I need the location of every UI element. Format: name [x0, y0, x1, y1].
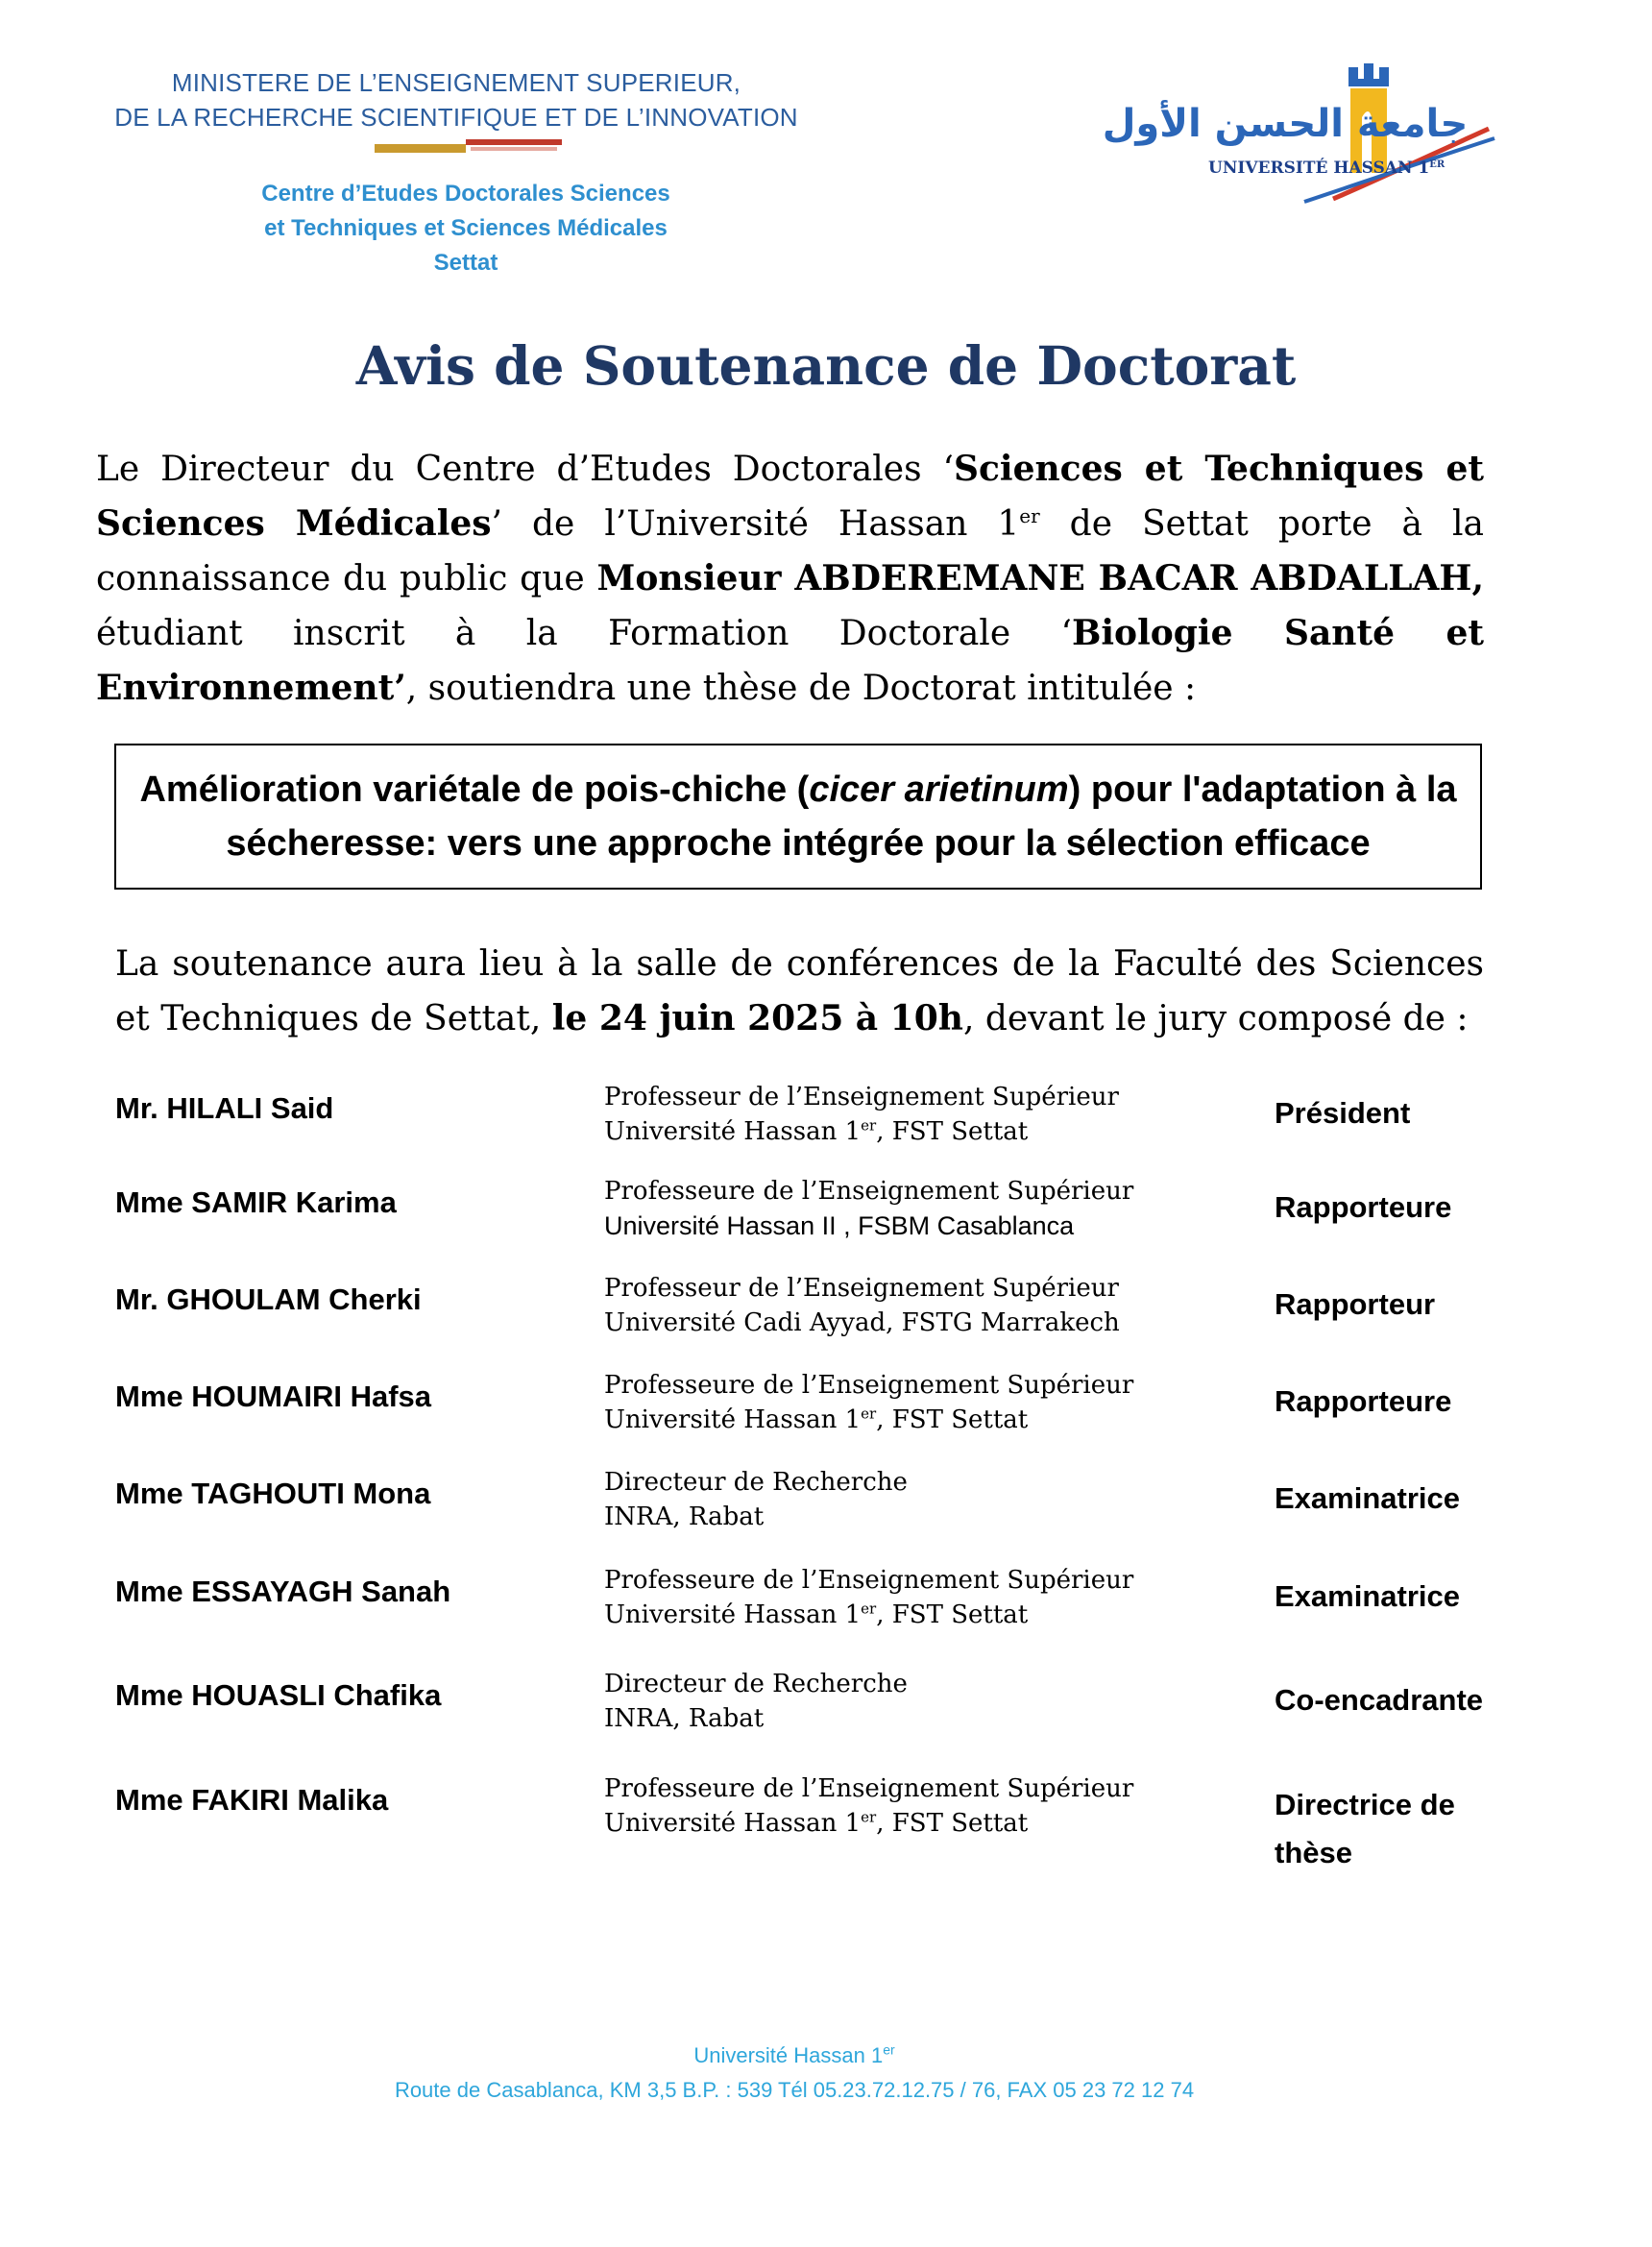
jury-member-affiliation: Professeure de l’Enseignement Supérieur Université Hassan 1er, FST Settat — [604, 1566, 1134, 1629]
flag-bar-decoration — [375, 138, 567, 154]
document-title: Avis de Soutenance de Doctorat — [355, 334, 1297, 397]
jury-member-affiliation: Professeure de l’Enseignement Supérieur Université Hassan 1er, FST Settat — [604, 1371, 1134, 1434]
jury-member-affiliation: Professeure de l’Enseignement Supérieur Université Hassan 1er, FST Settat — [604, 1774, 1134, 1838]
ministry-line-2: DE LA RECHERCHE SCIENTIFIQUE ET DE L’INNOVATION — [114, 103, 798, 132]
jury-member-name: Mme SAMIR Karima — [115, 1185, 397, 1219]
jury-member-role: Rapporteure — [1275, 1384, 1452, 1418]
jury-member-name: Mme TAGHOUTI Mona — [115, 1477, 431, 1510]
thesis-title: Amélioration variétale de pois-chiche (cicer arietinum) pour l'adaptation à la sécheresse: vers une approche intégrée pour la sélection efficace — [139, 769, 1457, 864]
jury-member-role: Examinatrice — [1275, 1579, 1460, 1613]
ministry-line-1: MINISTERE DE L’ENSEIGNEMENT SUPERIEUR, — [171, 68, 741, 97]
footer-university: Université Hassan 1er — [693, 2041, 895, 2067]
doctoral-centre-name — [211, 177, 720, 281]
jury-member-role: Rapporteure — [1275, 1190, 1452, 1224]
centre-line-3: Settat — [433, 250, 498, 276]
jury-member-affiliation: Directeur de Recherche INRA, Rabat — [604, 1468, 908, 1531]
jury-member-name: Mr. GHOULAM Cherki — [115, 1282, 422, 1316]
jury-member-role: Rapporteur — [1275, 1287, 1436, 1321]
jury-member-role: Examinatrice — [1275, 1481, 1460, 1515]
jury-member-role: Directrice de thèse — [1275, 1788, 1455, 1869]
footer-contact: Route de Casablanca, KM 3,5 B.P. : 539 Tél 05.23.72.12.75 / 76, FAX 05 23 72 12 74 — [394, 2078, 1195, 2102]
jury-member-affiliation: Directeur de Recherche INRA, Rabat — [604, 1670, 908, 1733]
footer-address — [0, 2039, 1589, 2108]
intro-paragraph: Le Directeur du Centre d’Etudes Doctorales ‘Sciences et Techniques et Sciences Médicales’ de l’Université Hassan 1er de Settat porte à la connaissance du public que Monsieur ABDEREMANE BACAR ABDALLAH, étudiant inscrit à la Formation Doctorale ‘Biologie Santé et Environnement’, soutiendra une thèse de Doctorat intitulée : — [96, 449, 1485, 708]
logo-latin-text: UNIVERSITÉ HASSAN 1ER — [1208, 159, 1446, 178]
centre-line-2: et Techniques et Sciences Médicales — [264, 215, 668, 241]
thesis-title-box — [114, 744, 1482, 890]
jury-member-name: Mme HOUASLI Chafika — [115, 1678, 442, 1712]
jury-member-name: Mme FAKIRI Malika — [115, 1783, 389, 1817]
university-logo — [1102, 60, 1496, 204]
jury-member-name: Mme ESSAYAGH Sanah — [115, 1575, 451, 1608]
jury-member-role: Co-encadrante — [1275, 1683, 1484, 1717]
jury-member-affiliation: Professeure de l’Enseignement Supérieur Université Hassan II , FSBM Casablanca — [604, 1177, 1134, 1240]
jury-member-affiliation: Professeur de l’Enseignement Supérieur Université Cadi Ayyad, FSTG Marrakech — [604, 1274, 1120, 1337]
ministry-header — [96, 65, 816, 134]
centre-line-1: Centre d’Etudes Doctorales Sciences — [261, 181, 670, 207]
jury-member-name: Mr. HILALI Said — [115, 1091, 334, 1125]
logo-arabic-text: جامعة الحسن الأول — [1102, 102, 1469, 146]
jury-member-affiliation: Professeur de l’Enseignement Supérieur Université Hassan 1er, FST Settat — [604, 1083, 1119, 1146]
jury-member-role: Président — [1275, 1096, 1411, 1130]
jury-member-name: Mme HOUMAIRI Hafsa — [115, 1380, 431, 1413]
venue-paragraph: La soutenance aura lieu à la salle de conférences de la Faculté des Sciences et Techniques de Settat, le 24 juin 2025 à 10h, devant le jury composé de : — [115, 944, 1484, 1038]
